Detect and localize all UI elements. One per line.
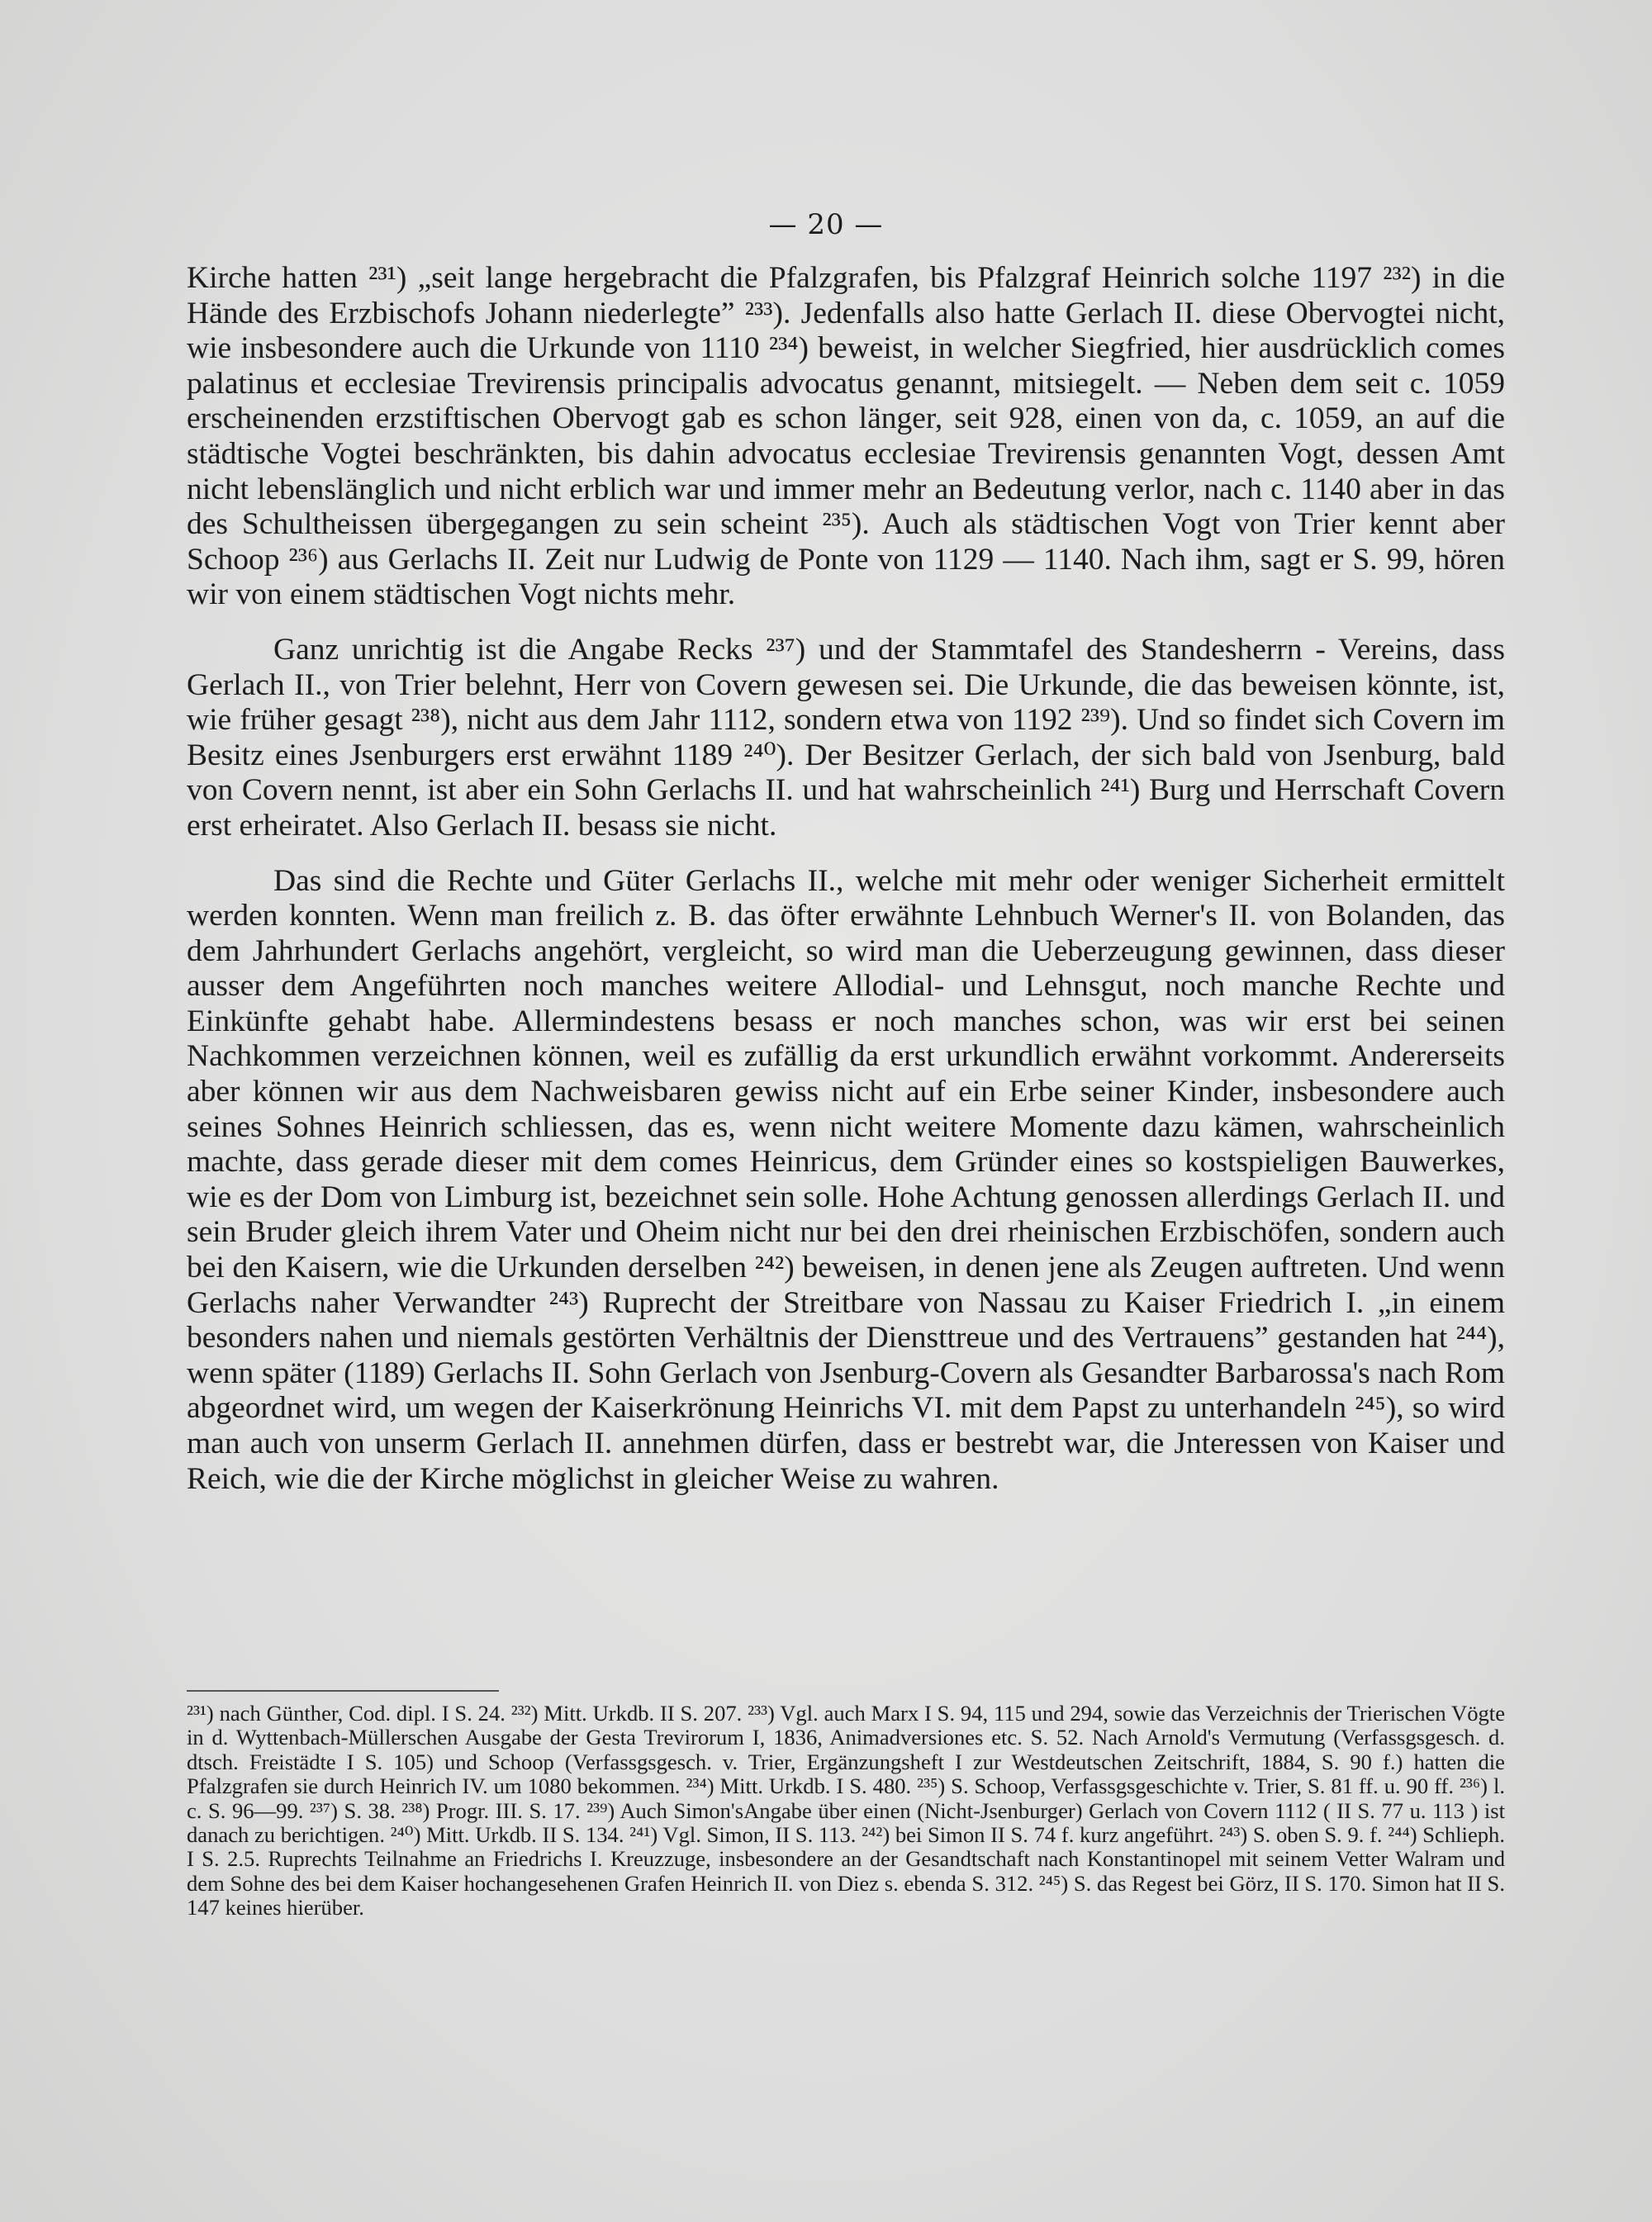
footnotes <box>187 1702 1505 1921</box>
body-text <box>187 261 1505 1497</box>
paragraph: Das sind die Rechte und Güter Gerlachs II., welche mit mehr oder weniger Sicherheit ermittelt werden konnten. Wenn man freilich z. B. das öfter erwähnte Lehnbuch Werner's II. von Bolanden, das dem Jahrhundert Gerlachs angehört, vergleicht, so wird man die Ueberzeugung gewinnen, dass dieser ausser dem Angeführten noch manches weitere Allodial- und Lehnsgut, noch manche Rechte und Einkünfte gehabt habe. Allermindestens besass er noch manches schon, was wir erst bei seinen Nachkommen verzeichnen können, weil es zufällig da erst urkundlich erwähnt vorkommt. Andererseits aber können wir aus dem Nachweisbaren gewiss nicht auf ein Erbe seiner Kinder, insbesondere auch seines Sohnes Heinrich schliessen, das es, wenn nicht weitere Momente dazu kämen, wahrscheinlich machte, dass gerade dieser mit dem comes Heinricus, dem Gründer eines so kostspieligen Bauwerkes, wie es der Dom von Limburg ist, bezeichnet sein solle. Hohe Achtung genossen allerdings Gerlach II. und sein Bruder gleich ihrem Vater und Oheim nicht nur bei den drei rheinischen Erzbischöfen, sondern auch bei den Kaisern, wie die Urkunden derselben ²⁴²) beweisen, in denen jene als Zeugen auftreten. Und wenn Gerlachs naher Verwandter ²⁴³) Ruprecht der Streitbare von Nassau zu Kaiser Friedrich I. „in einem besonders nahen und niemals gestörten Verhältnis der Diensttreue und des Vertrauens” gestanden hat ²⁴⁴), wenn später (1189) Gerlachs II. Sohn Gerlach von Jsenburg-Covern als Gesandter Barbarossa's nach Rom abgeordnet wird, um wegen der Kaiserkrönung Heinrichs VI. mit dem Papst zu unterhandeln ²⁴⁵), so wird man auch von unserm Gerlach II. annehmen dürfen, dass er bestrebt war, die Jnteressen von Kaiser und Reich, wie die der Kirche möglichst in gleicher Weise zu wahren. <box>187 863 1505 1496</box>
paragraph: Ganz unrichtig ist die Angabe Recks ²³⁷) und der Stammtafel des Standesherrn - Vereins, dass Gerlach II., von Trier belehnt, Herr von Covern gewesen sei. Die Urkunde, die das beweisen könnte, ist, wie früher gesagt ²³⁸), nicht aus dem Jahr 1112, sondern etwa von 1192 ²³⁹). Und so findet sich Covern im Besitz eines Jsenburgers erst erwähnt 1189 ²⁴⁰). Der Besitzer Gerlach, der sich bald von Jsenburg, bald von Covern nennt, ist aber ein Sohn Gerlachs II. und hat wahrscheinlich ²⁴¹) Burg und Herrschaft Covern erst erheiratet. Also Gerlach II. besass sie nicht. <box>187 632 1505 843</box>
footnote-text: ²³¹) nach Günther, Cod. dipl. I S. 24. ²³²) Mitt. Urkdb. II S. 207. ²³³) Vgl. auch Marx I S. 94, 115 und 294, sowie das Verzeichnis der Trierischen Vögte in d. Wyttenbach-Müllerschen Ausgabe der Gesta Trevirorum I, 1836, Animadversiones etc. S. 52. Nach Arnold's Vermutung (Verfassgsgesch. d. dtsch. Freistädte I S. 105) und Schoop (Verfassgsgesch. v. Trier, Ergänzungsheft I zur Westdeutschen Zeitschrift, 1884, S. 90 f.) hatten die Pfalzgrafen sie durch Heinrich IV. um 1080 bekommen. ²³⁴) Mitt. Urkdb. I S. 480. ²³⁵) S. Schoop, Verfassgsgeschichte v. Trier, S. 81 ff. u. 90 ff. ²³⁶) l. c. S. 96—99. ²³⁷) S. 38. ²³⁸) Progr. III. S. 17. ²³⁹) Auch Simon'sAngabe über einen (Nicht-Jsenburger) Gerlach von Covern 1112 ( II S. 77 u. 113 ) ist danach zu berichtigen. ²⁴⁰) Mitt. Urkdb. II S. 134. ²⁴¹) Vgl. Simon, II S. 113. ²⁴²) bei Simon II S. 74 f. kurz angeführt. ²⁴³) S. oben S. 9. f. ²⁴⁴) Schlieph. I S. 2.5. Ruprechts Teilnahme an Friedrichs I. Kreuzzuge, insbesondere an der Gesandtschaft nach Konstantinopel mit seinem Vetter Walram und dem Sohne des bei dem Kaiser hochangesehenen Grafen Heinrich II. von Diez s. ebenda S. 312. ²⁴⁵) S. das Regest bei Görz, II S. 170. Simon hat II S. 147 keines hierüber. <box>187 1701 1505 1921</box>
footnote-divider <box>187 1690 499 1692</box>
page-number: — 20 — <box>768 208 884 241</box>
paragraph: Kirche hatten ²³¹) „seit lange hergebracht die Pfalzgrafen, bis Pfalzgraf Heinrich solche 1197 ²³²) in die Hände des Erzbischofs Johann niederlegte” ²³³). Jedenfalls also hatte Gerlach II. diese Obervogtei nicht, wie insbesondere auch die Urkunde von 1110 ²³⁴) beweist, in welcher Siegfried, hier ausdrücklich comes palatinus et ecclesiae Trevirensis principalis advocatus genannt, mitsiegelt. — Neben dem seit c. 1059 erscheinenden erzstiftischen Obervogt gab es schon länger, seit 928, einen von da, c. 1059, an auf die städtische Vogtei beschränkten, bis dahin advocatus ecclesiae Trevirensis genannten Vogt, dessen Amt nicht lebenslänglich und nicht erblich war und immer mehr an Bedeutung verlor, nach c. 1140 aber in das des Schultheissen übergegangen zu sein scheint ²³⁵). Auch als städtischen Vogt von Trier kennt aber Schoop ²³⁶) aus Gerlachs II. Zeit nur Ludwig de Ponte von 1129 — 1140. Nach ihm, sagt er S. 99, hören wir von einem städtischen Vogt nichts mehr. <box>187 261 1505 612</box>
